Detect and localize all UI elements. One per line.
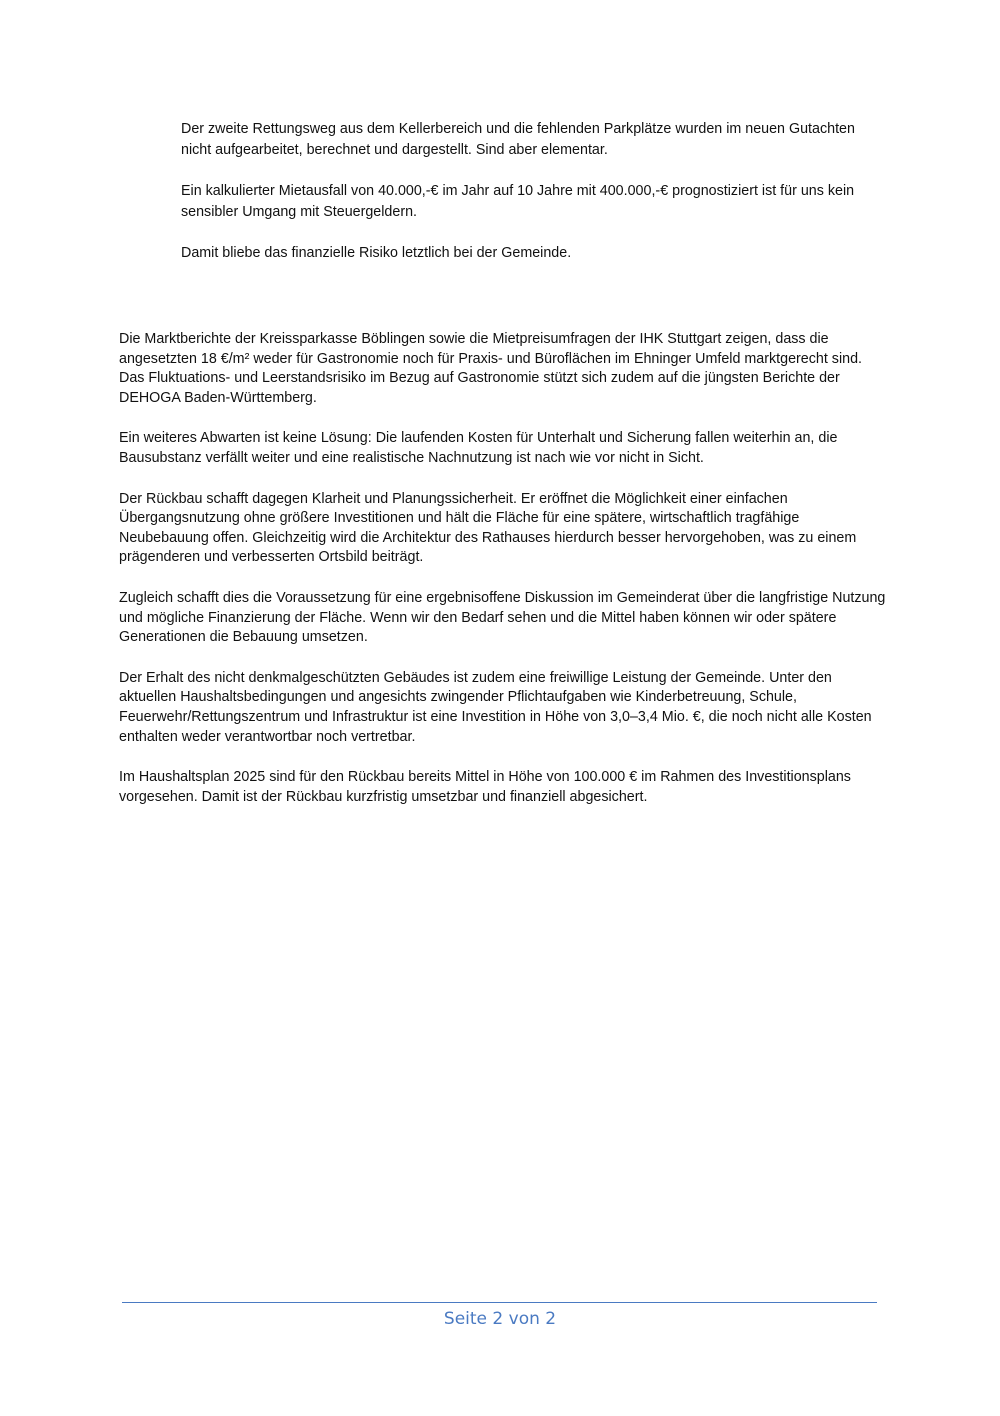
body-paragraph-3: Der Rückbau schafft dagegen Klarheit und Planungssicherheit. Er eröffnet die Möglichkeit einer einfachen Übergangsnutzung ohne größere Investitionen und hält die Fläche für eine spätere, wirtschaftlich tragfähige Neubebauung offen. Gleichzeitig wird die Architektur des Rathauses hierdurch besser hervorgehoben, was zu einem prägenderen und verbesserten Ortsbild beiträgt.	[119, 490, 857, 566]
indented-paragraph-2: Ein kalkulierter Mietausfall von 40.000,-€ im Jahr auf 10 Jahre mit 400.000,-€ prognostiziert ist für uns kein sensibler Umgang mit Steuergeldern.	[181, 183, 855, 220]
indented-paragraph-1: Der zweite Rettungsweg aus dem Kellerbereich und die fehlenden Parkplätze wurden im neuen Gutachten nicht aufgearbeitet, berechnet und dargestellt. Sind aber elementar.	[181, 121, 855, 158]
body-paragraph-5: Der Erhalt des nicht denkmalgeschützten Gebäudes ist zudem eine freiwillige Leistung der Gemeinde. Unter den aktuellen Haushaltsbedingungen und angesichts zwingender Pflichtaufgaben wie Kinderbetreuung, Schule, Feuerwehr/Rettungszentrum und Infrastruktur ist eine Investition in Höhe von 3,0–3,4 Mio. €, die noch nicht alle Kosten enthalten weder verantwortbar noch vertretbar.	[119, 669, 872, 745]
body-paragraph-1: Die Marktberichte der Kreissparkasse Böblingen sowie die Mietpreisumfragen der IHK Stuttgart zeigen, dass die angesetzten 18 €/m² weder für Gastronomie noch für Praxis- und Büroflächen im Ehninger Umfeld marktgerecht sind. Das Fluktuations- und Leerstandsrisiko im Bezug auf Gastronomie stützt sich zudem auf die jüngsten Berichte der DEHOGA Baden-Württemberg.	[119, 331, 862, 406]
indented-section	[181, 119, 886, 285]
body-paragraph-4: Zugleich schafft dies die Voraussetzung für eine ergebnisoffene Diskussion im Gemeinderat über die langfristige Nutzung und mögliche Finanzierung der Fläche. Wenn wir den Bedarf sehen und die Mittel haben können wir oder spätere Generationen die Bebauung umsetzen.	[119, 589, 886, 646]
footer-divider	[122, 1302, 877, 1303]
body-paragraph-6: Im Haushaltsplan 2025 sind für den Rückbau bereits Mittel in Höhe von 100.000 € im Rahmen des Investitionsplans vorgesehen. Damit ist der Rückbau kurzfristig umsetzbar und finanziell abgesichert.	[119, 769, 851, 805]
main-body	[119, 330, 887, 828]
body-paragraph-2: Ein weiteres Abwarten ist keine Lösung: Die laufenden Kosten für Unterhalt und Sicherung fallen weiterhin an, die Bausubstanz verfällt weiter und eine realistische Nachnutzung ist nach wie vor nicht in Sicht.	[119, 430, 838, 466]
indented-paragraph-3: Damit bliebe das finanzielle Risiko letztlich bei der Gemeinde.	[181, 245, 572, 261]
page-number: Seite 2 von 2	[443, 1309, 557, 1329]
